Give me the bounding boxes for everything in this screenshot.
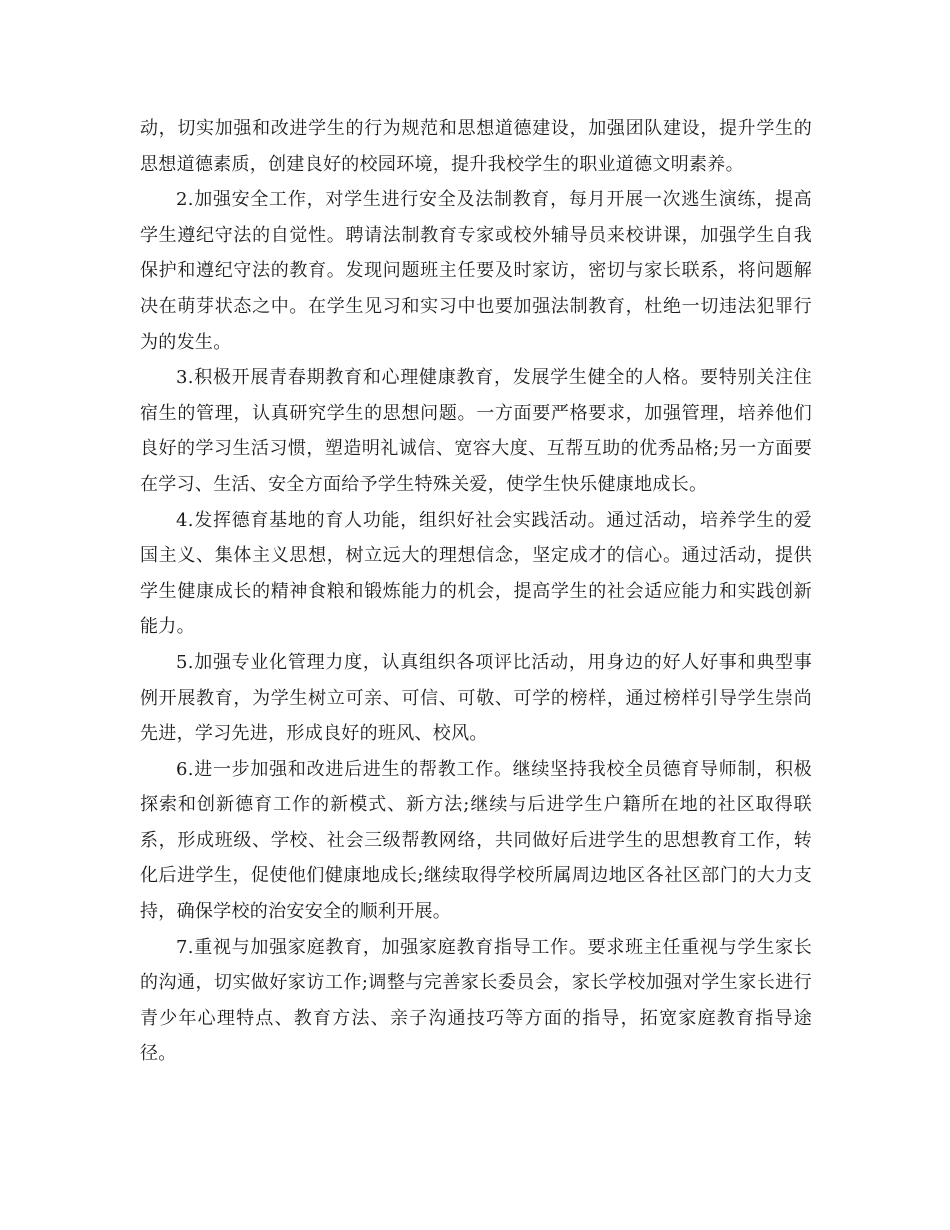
paragraph-item-6: 6.进一步加强和改进后进生的帮教工作。继续坚持我校全员德育导师制，积极探索和创新德育工作的新模式、新方法;继续与后进学生户籍所在地的社区取得联系，形成班级、学校、社会三级帮教网络，共同做好后进学生的思想教育工作，转化后进学生，促使他们健康地成长;继续取得学校所属周边地区各社区部门的大力支持，确保学校的治安安全的顺利开展。 — [140, 758, 812, 923]
document-body — [140, 111, 812, 1072]
paragraph-item-7: 7.重视与加强家庭教育，加强家庭教育指导工作。要求班主任重视与学生家长的沟通，切实做好家访工作;调整与完善家长委员会，家长学校加强对学生家长进行青少年心理特点、教育方法、亲子沟通技巧等方面的指导，拓宽家庭教育指导途径。 — [140, 936, 812, 1065]
paragraph-continuation: 动，切实加强和改进学生的行为规范和思想道德建设，加强团队建设，提升学生的思想道德素质，创建良好的校园环境，提升我校学生的职业道德文明素养。 — [140, 118, 812, 175]
paragraph-item-5: 5.加强专业化管理力度，认真组织各项评比活动，用身边的好人好事和典型事例开展教育，为学生树立可亲、可信、可敬、可学的榜样，通过榜样引导学生崇尚先进，学习先进，形成良好的班风、校风。 — [140, 651, 812, 745]
paragraph-item-2: 2.加强安全工作，对学生进行安全及法制教育，每月开展一次逃生演练，提高学生遵纪守法的自觉性。聘请法制教育专家或校外辅导员来校讲课，加强学生自我保护和遵纪守法的教育。发现问题班主任要及时家访，密切与家长联系，将问题解决在萌芽状态之中。在学生见习和实习中也要加强法制教育，杜绝一切违法犯罪行为的发生。 — [140, 189, 812, 353]
paragraph-item-3: 3.积极开展青春期教育和心理健康教育，发展学生健全的人格。要特别关注住宿生的管理，认真研究学生的思想问题。一方面要严格要求，加强管理，培养他们良好的学习生活习惯，塑造明礼诚信、宽容大度、互帮互助的优秀品格;另一方面要在学习、生活、安全方面给予学生特殊关爱，使学生快乐健康地成长。 — [140, 367, 812, 495]
paragraph-item-4: 4.发挥德育基地的育人功能，组织好社会实践活动。通过活动，培养学生的爱国主义、集体主义思想，树立远大的理想信念，坚定成才的信心。通过活动，提供学生健康成长的精神食粮和锻炼能力的机会，提高学生的社会适应能力和实践创新能力。 — [140, 509, 812, 638]
